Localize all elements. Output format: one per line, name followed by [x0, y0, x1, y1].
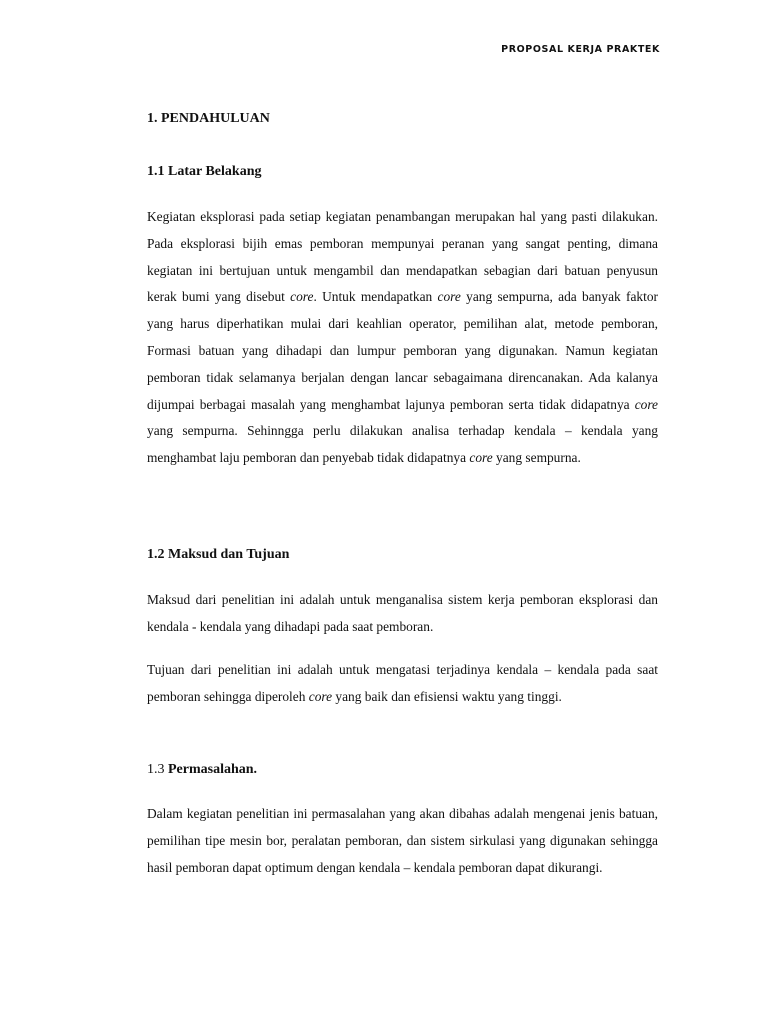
text-run: yang sempurna. Sehinngga perlu dilakukan analisa terhadap kendala – kendala yang menghambat laju pemboran dan penyebab tidak didapatnya [147, 423, 658, 466]
section-heading-1-3 [147, 762, 257, 778]
section-heading-1-2: 1.2 Maksud dan Tujuan [147, 547, 290, 562]
text-run: yang sempurna. [492, 450, 581, 466]
paragraph-latar-belakang [147, 204, 658, 472]
italic-term: core [437, 289, 461, 305]
text-run: yang sempurna, ada banyak faktor yang harus diperhatikan mulai dari keahlian operator, pemilihan alat, metode pemboran, Formasi batuan yang dihadapi dan lumpur pemboran yang digunakan. Namun kegiatan pemboran tidak selamanya berjalan dengan lancar sebagaimana direncanakan. Ada kalanya dijumpai berbagai masalah yang menghambat lajunya pemboran serta tidak didapatnya [147, 289, 658, 412]
italic-term: core [308, 688, 333, 704]
text-run: Kegiatan eksplorasi pada setiap kegiatan penambangan merupakan hal yang pasti dilakukan. Pada eksplorasi bijih emas pemboran mempunyai peranan yang sangat penting, dimana kegiatan ini bertujuan untuk mengambil dan mendapatkan sebagian dari batuan penyusun kerak bumi yang disebut [147, 209, 658, 305]
text-run: yang baik dan efisiensi waktu yang tinggi. [332, 688, 562, 704]
section-heading-1: 1. PENDAHULUAN [147, 111, 270, 126]
italic-term: core [634, 396, 658, 412]
section-heading-1-1: 1.1 Latar Belakang [147, 164, 262, 179]
heading-text: Permasalahan. [168, 762, 258, 777]
running-header: PROPOSAL KERJA PRAKTEK [501, 44, 660, 55]
italic-term: core [290, 289, 314, 305]
paragraph-tujuan [147, 657, 658, 711]
text-run: Tujuan dari penelitian ini adalah untuk mengatasi terjadinya kendala – kendala pada saat pemboran sehingga diperoleh [147, 662, 658, 704]
text-run: . Untuk mendapatkan [313, 289, 438, 305]
paragraph-maksud: Maksud dari penelitian ini adalah untuk menganalisa sistem kerja pemboran eksplorasi dan kendala - kendala yang dihadapi pada saat pemboran. [147, 592, 658, 634]
paragraph-permasalahan: Dalam kegiatan penelitian ini permasalahan yang akan dibahas adalah mengenai jenis batuan, pemilihan tipe mesin bor, peralatan pemboran, dan sistem sirkulasi yang digunakan sehingga hasil pemboran dapat optimum dengan kendala – kendala pemboran dapat dikurangi. [147, 806, 658, 875]
heading-number: 1.3 [147, 762, 168, 777]
italic-term: core [469, 450, 493, 466]
